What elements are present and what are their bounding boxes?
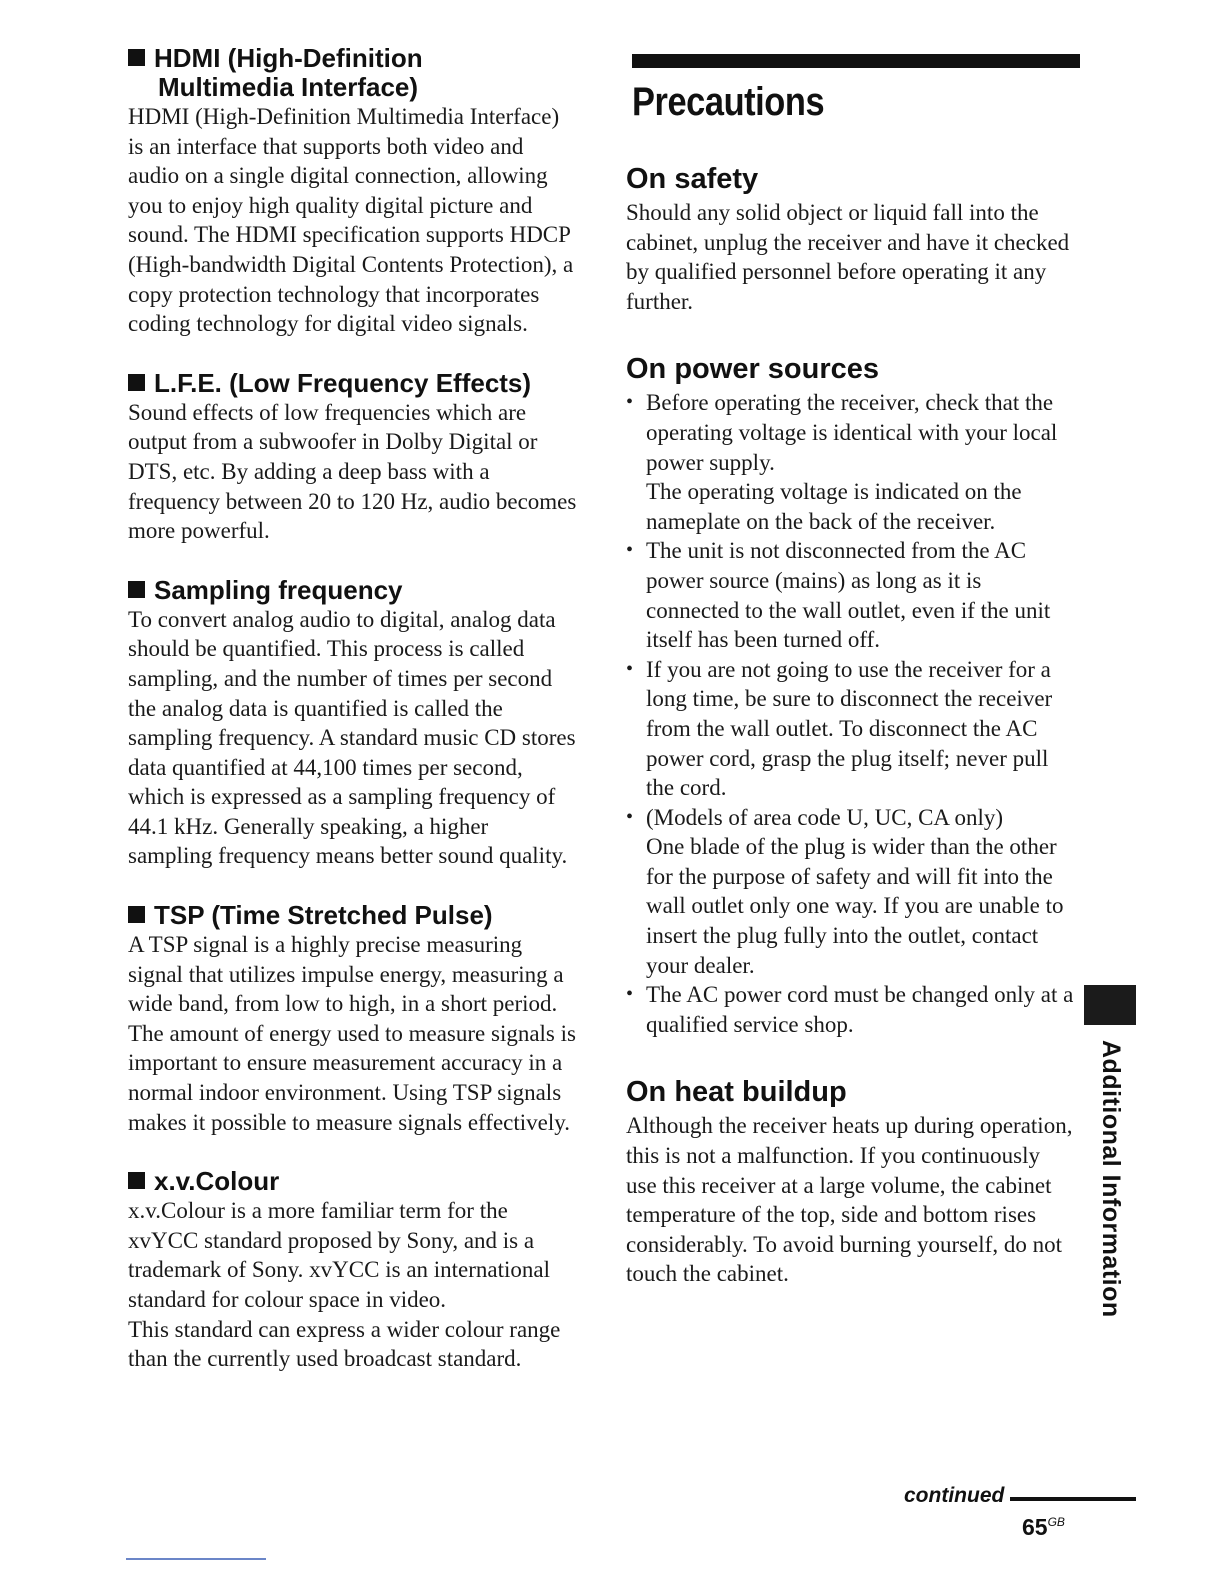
square-bullet-icon (128, 374, 145, 391)
section-tab-marker (1084, 985, 1136, 1025)
list-item-text-continued: One blade of the plug is wider than the other for the purpose of safety and will fit into the wall outlet only one way. If you are unable to insert the plug fully into the outlet, contact your dealer. (646, 834, 1064, 978)
continued-rule (1010, 1497, 1136, 1501)
list-item (626, 803, 1076, 981)
precautions-column (626, 54, 1076, 1313)
title-rule (632, 54, 1080, 68)
page-number (1022, 1514, 1065, 1541)
section-body: Should any solid object or liquid fall into the cabinet, unplug the receiver and have it checked by qualified personnel before operating it any further. (626, 200, 1070, 314)
bullet-dot-icon: • (626, 983, 634, 1006)
bullet-dot-icon: • (626, 657, 634, 680)
glossary-heading (128, 576, 578, 605)
list-item-text: The unit is not disconnected from the AC power source (mains) as long as it is connected to the wall outlet, even if the unit itself has been turned off. (646, 538, 1051, 653)
glossary-entry-hdmi (128, 44, 578, 339)
glossary-heading (128, 369, 578, 398)
list-item (626, 536, 1076, 654)
section-heat-buildup (626, 1075, 1076, 1289)
square-bullet-icon (128, 49, 145, 66)
heading-text: TSP (Time Stretched Pulse) (154, 900, 493, 931)
glossary-body: x.v.Colour is a more familiar term for the xvYCC standard proposed by Sony, and is a trademark of Sony. xvYCC is an international standard for colour space in video. (128, 1198, 551, 1312)
glossary-body: Sound effects of low frequencies which are output from a subwoofer in Dolby Digital or DTS, etc. By adding a deep bass with a frequency between 20 to 120 Hz, audio becomes more powerful. (128, 399, 577, 544)
heading-text: HDMI (High-Definition (154, 43, 423, 73)
heading-text: L.F.E. (Low Frequency Effects) (154, 367, 532, 398)
bullet-dot-icon: • (626, 805, 634, 828)
list-item-text-continued: The operating voltage is indicated on the nameplate on the back of the receiver. (646, 479, 1022, 534)
section-heading: On heat buildup (626, 1076, 847, 1109)
glossary-entry-tsp (128, 901, 578, 1137)
section-power-sources (626, 352, 1076, 1039)
glossary-column (128, 44, 578, 1404)
heading-text: x.v.Colour (154, 1166, 280, 1197)
page-number-value: 65 (1022, 1514, 1048, 1540)
glossary-entry-sampling-frequency (128, 576, 578, 871)
glossary-heading (128, 1167, 578, 1196)
glossary-entry-xv-colour (128, 1167, 578, 1374)
list-item (626, 388, 1076, 536)
footer-rule (126, 1558, 266, 1560)
heading-text-continued: Multimedia Interface) (158, 72, 419, 102)
continued-label: continued (904, 1484, 1005, 1507)
bullet-dot-icon: • (626, 391, 634, 414)
glossary-body: A TSP signal is a highly precise measuring signal that utilizes impulse energy, measuring a wide band, from low to high, in a short period. (128, 932, 564, 1017)
bullet-list (626, 388, 1076, 1039)
section-body: Although the receiver heats up during operation, this is not a malfunction. If you continuously use this receiver at a large volume, the cabinet temperature of the top, side and bottom rises considerably. To avoid burning yourself, do not touch the cabinet. (626, 1113, 1073, 1287)
list-item-text: The AC power cord must be changed only at a qualified service shop. (646, 982, 1074, 1037)
square-bullet-icon (128, 1172, 145, 1189)
glossary-body: To convert analog audio to digital, analog data should be quantified. This process is called sampling, and the number of times per second the analog data is quantified is called the sampling frequency. A standard music CD stores data quantified at 44,100 times per second, which is expressed as a sampling frequency of 44.1 kHz. Generally speaking, a higher sampling frequency means better sound quality. (128, 606, 576, 869)
list-item-text: If you are not going to use the receiver for a long time, be sure to disconnect the receiver from the wall outlet. To disconnect the AC power cord, grasp the plug itself; never pull the cord. (646, 656, 1053, 801)
heading-text: Sampling frequency (154, 574, 403, 605)
glossary-body-continued: This standard can express a wider colour range than the currently used broadcast standard. (128, 1316, 561, 1372)
glossary-heading (128, 44, 578, 102)
glossary-entry-lfe (128, 369, 578, 546)
section-heading: On power sources (626, 353, 880, 386)
glossary-body-continued: The amount of energy used to measure signals is important to ensure measurement accuracy in a normal indoor environment. Using TSP signals makes it possible to measure signals effectively. (128, 1020, 576, 1135)
section-safety (626, 162, 1076, 316)
list-item-text: Before operating the receiver, check that the operating voltage is identical with your local power supply. (646, 390, 1058, 475)
square-bullet-icon (128, 906, 145, 923)
glossary-body: HDMI (High-Definition Multimedia Interface) is an interface that supports both video and audio on a single digital connection, allowing you to enjoy high quality digital picture and sound. The HDMI specification supports HDCP (High-bandwidth Digital Contents Protection), a copy protection technology that incorporates coding technology for digital video signals. (128, 104, 574, 337)
page-number-suffix: GB (1047, 1515, 1065, 1529)
page-title: Precautions (632, 80, 825, 124)
section-tab-label: Additional Information (1097, 1040, 1125, 1318)
glossary-heading (128, 901, 578, 930)
bullet-dot-icon: • (626, 539, 634, 562)
square-bullet-icon (128, 581, 145, 598)
section-heading: On safety (626, 163, 759, 195)
list-item (626, 980, 1076, 1039)
list-item-text: (Models of area code U, UC, CA only) (646, 804, 1004, 830)
list-item (626, 655, 1076, 803)
